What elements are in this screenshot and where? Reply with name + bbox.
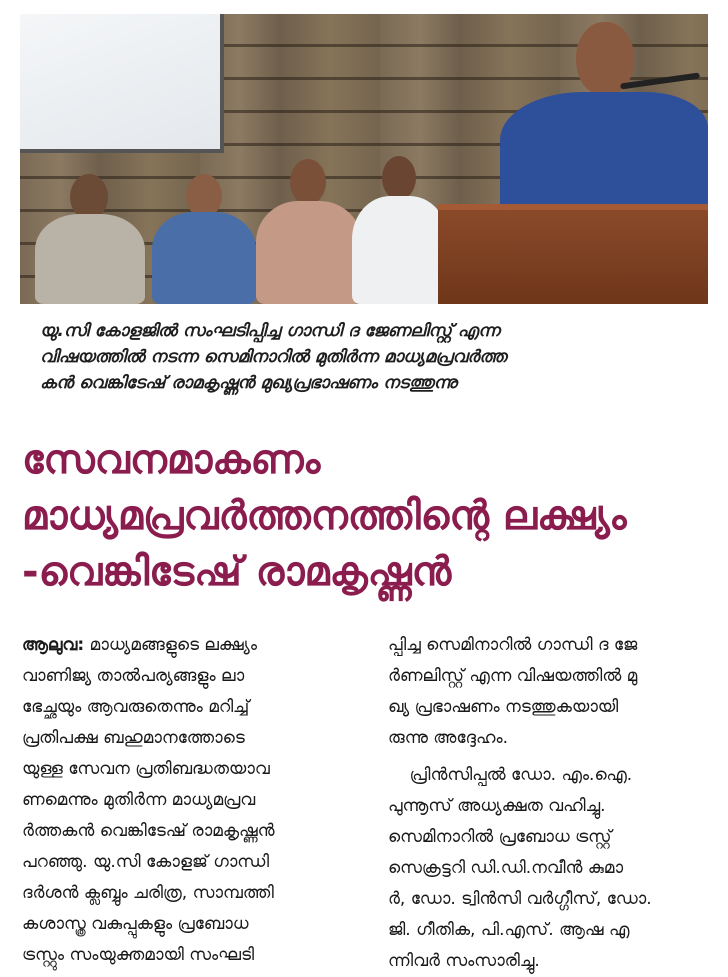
article-line	[22, 630, 357, 661]
panelist-woman	[30, 174, 150, 304]
panelist-blue-shirt	[150, 174, 260, 304]
article-line: പുന്നൂസ് അധ്യക്ഷത വഹിച്ചു.	[388, 796, 606, 816]
article-line: ർ, ഡോ. ട്വിൻസി വർഗ്ഗീസ്, ഡോ.	[388, 889, 652, 909]
article-line: ണമെന്നും മുതിർന്ന മാധ്യമപ്രവ	[22, 790, 256, 810]
seminar-photo	[20, 14, 708, 304]
caption-line: കൻ വെങ്കിടേഷ് രാമകൃഷ്ണൻ മുഖ്യപ്രഭാഷണം നടത്തുന്നു	[40, 373, 457, 393]
caption-line: വിഷയത്തിൽ നടന്ന സെമിനാറിൽ മുതിർന്ന മാധ്യമപ്രവർത്ത	[40, 347, 507, 367]
article-line: ജി. ഗീതിക, പി.എസ്. ആഷ എ	[388, 920, 630, 940]
article-column-right	[388, 630, 710, 977]
article-line: സെക്രട്ടറി ഡി.ഡി.നവീൻ കുമാ	[388, 858, 624, 878]
article-line: പ്രതിപക്ഷ ബഹുമാനത്തോടെ	[22, 728, 245, 748]
article-line: ർണലിസ്റ്റ് എന്ന വിഷയത്തിൽ മു	[388, 666, 638, 686]
article-line: പ്പിച്ച സെമിനാറിൽ ഗാന്ധി ദ ജേ	[388, 635, 638, 655]
headline-line: -വെങ്കിടേഷ് രാമകൃഷ്ണൻ	[22, 549, 452, 595]
podium	[438, 204, 708, 304]
headline-line: മാധ്യമപ്രവർത്തനത്തിന്റെ ലക്ഷ്യം	[22, 493, 627, 539]
article-line: ദർശൻ ക്ലബ്ബും ചരിത്ര, സാമ്പത്തി	[22, 883, 274, 903]
article-line: പ്രിൻസിപ്പൽ ഡോ. എം.ഐ.	[388, 765, 633, 785]
article-column-left	[22, 630, 357, 971]
headline	[22, 432, 712, 600]
article-text: മാധ്യമങ്ങളുടെ ലക്ഷ്യം	[84, 635, 257, 655]
article-line: രുന്നു അദ്ദേഹം.	[388, 728, 509, 748]
article-line: കശാസ്ത്ര വകുപ്പുകളും പ്രബോധ	[22, 914, 249, 934]
dateline: ആലുവ:	[22, 635, 85, 655]
article-line: ർത്തകൻ വെങ്കിടേഷ് രാമകൃഷ്ണൻ	[22, 821, 275, 841]
article-line: ന്നിവർ സംസാരിച്ചു.	[388, 951, 540, 971]
article-line: ഖ്യ പ്രഭാഷണം നടത്തുകയായി	[388, 697, 619, 717]
photo-caption	[40, 318, 700, 396]
article-line: പറഞ്ഞു. യു.സി കോളജ് ഗാന്ധി	[22, 852, 270, 872]
speaker-at-podium	[490, 22, 708, 212]
article-line: ഭേച്ഛയും ആവരുതെന്നും മറിച്ച്	[22, 697, 250, 717]
panelist-white-shirt	[350, 156, 450, 304]
article-line: സെമിനാറിൽ പ്രബോധ ട്രസ്റ്റ്	[388, 827, 612, 847]
caption-line: യു.സി കോളജിൽ സംഘടിപ്പിച്ച ഗാന്ധി ദ ജേണലിസ്റ്റ് എന്ന	[40, 321, 500, 341]
headline-line: സേവനമാകണം	[22, 437, 321, 483]
article-line: ട്രസ്റ്റും സംയുക്തമായി സംഘടി	[22, 945, 255, 965]
article-line: യുള്ള സേവന പ്രതിബദ്ധതയാവ	[22, 759, 270, 779]
article-line: വാണിജ്യ താൽപര്യങ്ങളും ലാ	[22, 666, 245, 686]
projector-screen	[20, 14, 224, 153]
